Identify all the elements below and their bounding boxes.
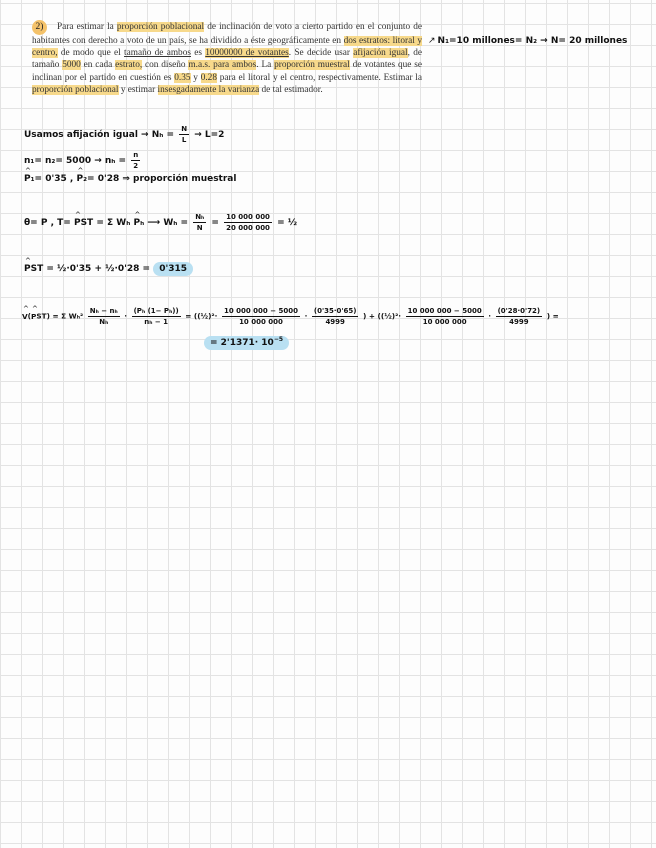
- fraction: [131, 150, 140, 171]
- underlined-text: tamaño de ambos: [124, 48, 191, 59]
- fraction: [132, 306, 181, 327]
- fraction: [88, 306, 120, 327]
- text: Para estimar la: [57, 22, 117, 32]
- denominator: 4999: [509, 318, 529, 326]
- fraction: [222, 306, 300, 327]
- numerator: (0'35·0'65): [313, 307, 357, 315]
- text: de votantes que se inclinan por el partido en cuestión es: [32, 60, 422, 83]
- p-hat: ^ P: [74, 218, 81, 228]
- highlight: 10000000 de votantes: [205, 48, 289, 59]
- text: de modo que el: [57, 48, 125, 59]
- numerator: (Pₕ (1− Pₕ)): [133, 307, 179, 315]
- denominator: 4999: [325, 318, 345, 326]
- problem-number: 2): [32, 20, 47, 35]
- text: Usamos afijación igual → Nₕ =: [24, 130, 175, 140]
- text: ) =: [546, 311, 559, 321]
- text: es: [190, 48, 206, 59]
- highlight: proporción poblacional: [32, 84, 119, 95]
- fraction: [193, 212, 206, 233]
- fraction: [496, 306, 543, 327]
- p-hat: ^ P: [31, 312, 36, 321]
- note-text: N₁=10 millones= N₂ → N= 20 millones: [437, 36, 628, 46]
- highlight: 0.35: [174, 72, 191, 83]
- text: ·: [488, 311, 492, 321]
- text: y estimar: [118, 84, 158, 95]
- numerator: 10 000 000 − 5000: [223, 307, 299, 315]
- text: . Se decide usar: [288, 48, 354, 59]
- v-hat: ^ V: [22, 312, 28, 321]
- text: → L=2: [194, 130, 225, 140]
- fraction: [312, 306, 359, 327]
- fraction: [224, 212, 272, 233]
- text: , de tamaño: [32, 48, 423, 71]
- text: y: [190, 72, 201, 83]
- denominator: N: [196, 224, 203, 232]
- numerator: (0'28·0'72): [497, 307, 541, 315]
- denominator: 10 000 000: [239, 318, 283, 326]
- highlight: afijación igual: [353, 48, 408, 59]
- p-hat: ^ P: [24, 264, 31, 274]
- numerator: N: [181, 125, 188, 133]
- denominator: 10 000 000: [422, 318, 467, 326]
- text: ·: [304, 311, 308, 321]
- text: ST = Σ Wₕ: [80, 218, 131, 228]
- denominator: nₕ − 1: [144, 318, 169, 326]
- handwritten-line-3: [24, 174, 236, 184]
- text: = 2'1371· 10: [210, 338, 274, 348]
- text: = ½: [277, 218, 298, 228]
- numerator: 10 000 000 − 5000: [407, 307, 482, 315]
- text: ((½)²·: [193, 311, 218, 321]
- handwritten-line-7: [204, 336, 289, 348]
- text: ·: [124, 311, 128, 321]
- highlight: 0.28: [200, 72, 217, 83]
- text: . La: [256, 60, 275, 71]
- text: ST = ½·0'35 + ½·0'28 =: [30, 264, 151, 274]
- numerator: Nₕ: [195, 213, 205, 221]
- highlight: proporción poblacional: [116, 22, 205, 32]
- handwritten-line-4: [24, 212, 297, 233]
- text: =: [211, 218, 219, 228]
- handwritten-line-1: [24, 124, 224, 145]
- result-highlight: [204, 336, 289, 350]
- text: =: [185, 311, 192, 321]
- arrow-icon: ↗: [428, 36, 436, 46]
- denominator: 2: [133, 162, 139, 170]
- text: de tal estimador.: [259, 84, 323, 95]
- text: ₁= 0'35 ,: [30, 174, 74, 184]
- highlight: 5000: [62, 60, 81, 71]
- handwritten-line-5: [24, 264, 193, 274]
- highlight: estrato,: [115, 60, 143, 71]
- denominator: L: [181, 136, 187, 144]
- handwritten-line-6: [22, 306, 559, 327]
- exponent: −5: [273, 336, 284, 343]
- numerator: Nₕ − nₕ: [89, 307, 118, 315]
- p-hat: ^ P: [133, 218, 140, 228]
- p-hat: ^ P: [76, 174, 83, 184]
- text: con diseño: [142, 60, 189, 71]
- fraction: [179, 124, 189, 145]
- text: ₂= 0'28 ⇒ proporción muestral: [83, 174, 237, 184]
- fraction: [406, 306, 484, 327]
- text: para el litoral y el centro, respectivamente. Estimar la: [216, 72, 423, 83]
- highlight: proporción muestral: [274, 60, 350, 71]
- text: θ= P , T=: [24, 218, 71, 228]
- text: n₁= n₂= 5000 → nₕ =: [24, 156, 127, 166]
- text: de inclinación de voto a cierto partido en el conjunto de habitantes con derecho a voto de un país, se ha dividido a éste geográficamente en: [32, 22, 422, 46]
- text: ₕ ⟶ Wₕ =: [140, 218, 189, 228]
- numerator: n: [133, 151, 139, 159]
- problem-statement: [32, 20, 422, 96]
- denominator: Nₕ: [99, 318, 109, 326]
- text: ) + ((½)²·: [363, 311, 402, 321]
- text: ST) = Σ Wₕ²: [36, 311, 84, 321]
- text: (: [27, 311, 31, 321]
- numerator: 10 000 000: [226, 213, 270, 221]
- p-hat: ^ P: [24, 174, 31, 184]
- result-highlight: 0'315: [153, 262, 193, 276]
- denominator: 20 000 000: [226, 224, 270, 232]
- highlight: m.a.s. para ambos: [188, 60, 257, 71]
- side-note: [428, 36, 627, 46]
- highlight: dos estratos: litoral y centro,: [32, 36, 422, 59]
- text: en cada: [80, 60, 116, 71]
- highlight: insesgadamente la varianza: [157, 84, 260, 95]
